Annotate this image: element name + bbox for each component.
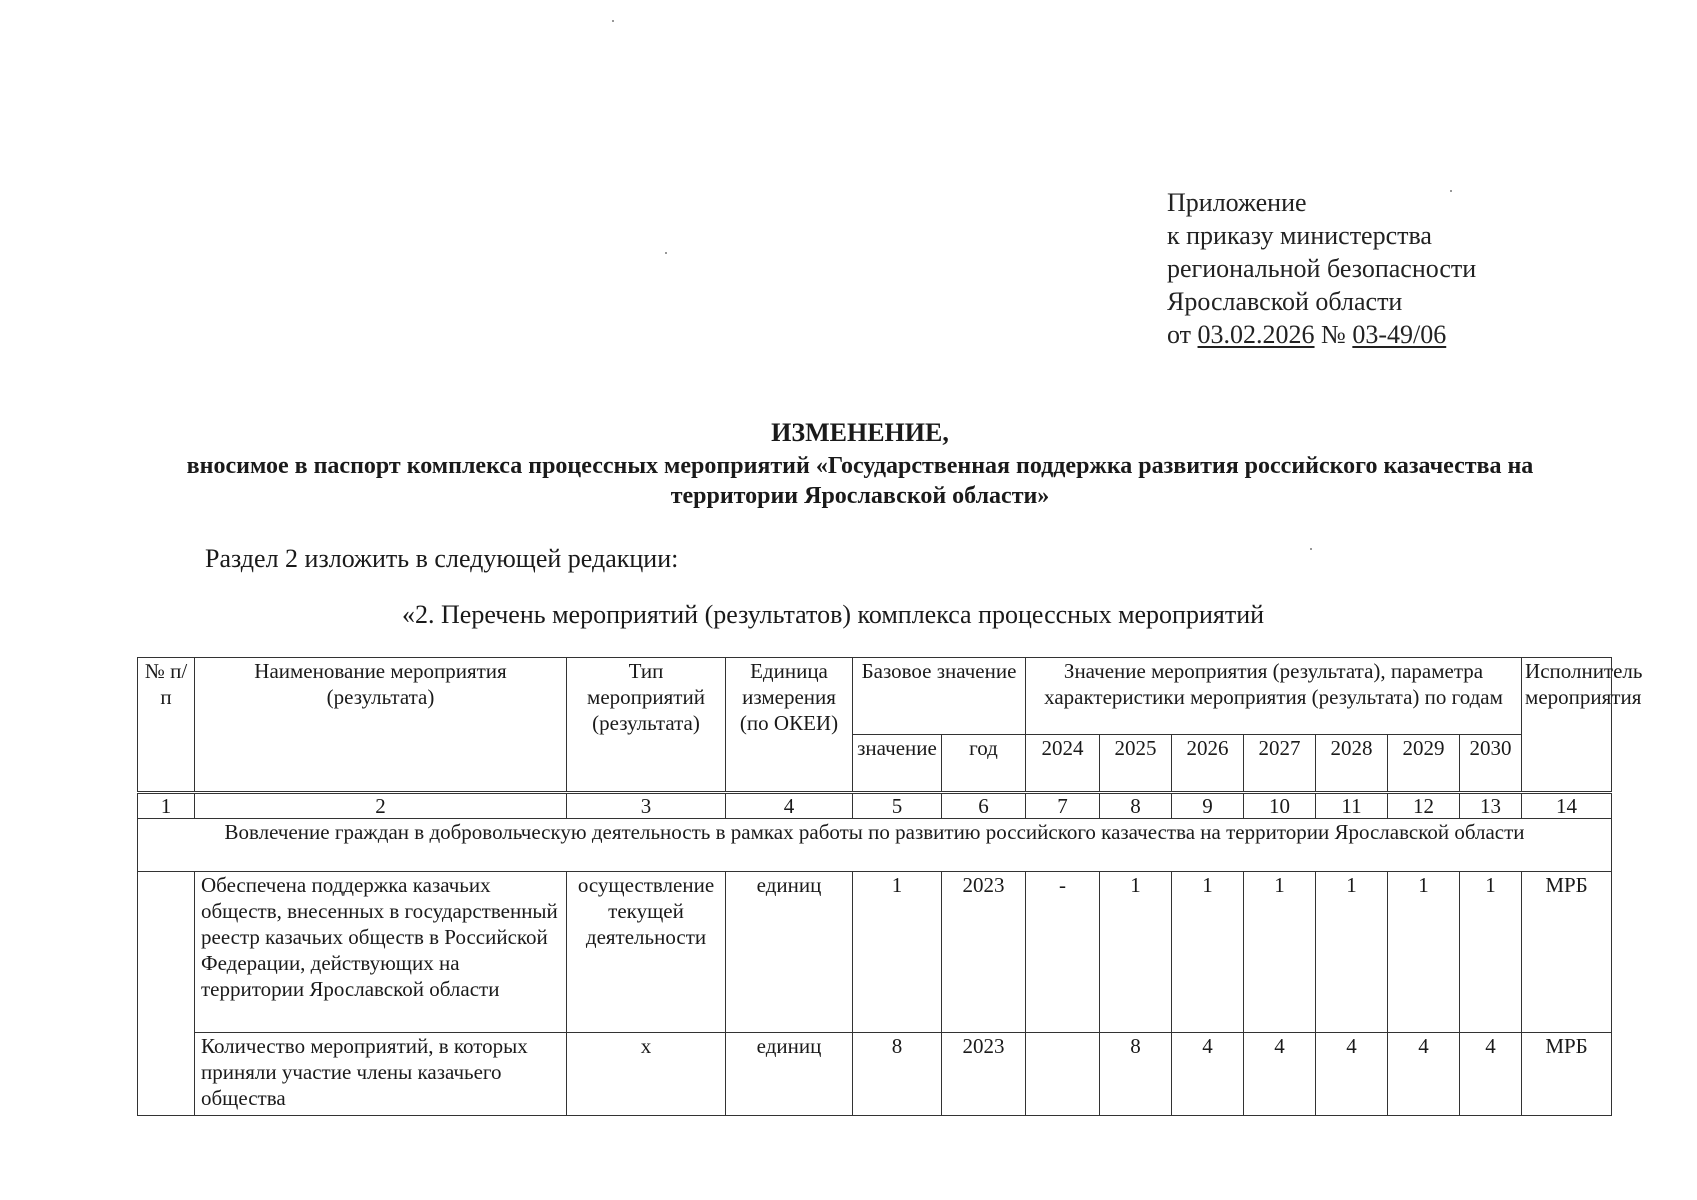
appendix-block: [1167, 186, 1476, 351]
column-number: 10: [1244, 793, 1316, 819]
scan-speck: [612, 20, 614, 22]
instruction-paragraph: Раздел 2 изложить в следующей редакции:: [205, 544, 679, 573]
appendix-line: региональной безопасности: [1167, 254, 1477, 283]
scan-speck: [665, 252, 667, 254]
appendix-line: к приказу министерства: [1167, 221, 1432, 250]
row-value-2029: 4: [1388, 1033, 1460, 1116]
column-number: 13: [1460, 793, 1522, 819]
header-base: Базовое значение: [853, 658, 1026, 735]
header-year: 2025: [1100, 735, 1172, 793]
column-number: 4: [726, 793, 853, 819]
row-base-year: 2023: [942, 1033, 1026, 1116]
section-row: [138, 819, 1612, 872]
column-number: 11: [1316, 793, 1388, 819]
row-value-2027: 1: [1244, 872, 1316, 1033]
row-value-2024: [1026, 1033, 1100, 1116]
header-base-year: год: [942, 735, 1026, 793]
row-value-2028: 4: [1316, 1033, 1388, 1116]
header-unit: Единица измерения (по ОКЕИ): [726, 658, 853, 793]
header-year: 2028: [1316, 735, 1388, 793]
appendix-line: Приложение: [1167, 188, 1307, 217]
column-number: 14: [1522, 793, 1612, 819]
activities-table: [137, 657, 1643, 1116]
column-number: 1: [138, 793, 195, 819]
order-number: 03-49/06: [1352, 320, 1447, 349]
order-date: 03.02.2026: [1197, 320, 1315, 349]
row-unit: единиц: [726, 1033, 853, 1116]
order-prefix: от: [1167, 320, 1198, 349]
header-base-value: значение: [853, 735, 942, 793]
row-value-2025: 8: [1100, 1033, 1172, 1116]
scan-speck: [1310, 548, 1312, 550]
order-number-sign: №: [1314, 320, 1353, 349]
row-value-2027: 4: [1244, 1033, 1316, 1116]
appendix-order-line: [1167, 318, 1476, 351]
column-number: 9: [1172, 793, 1244, 819]
row-name: Количество мероприятий, в которых приняли участие члены казачьего общества: [195, 1033, 567, 1116]
header-values: Значение мероприятия (результата), параметра характеристики мероприятия (результата) по годам: [1026, 658, 1522, 735]
column-number: 2: [195, 793, 567, 819]
row-name: Обеспечена поддержка казачьих обществ, внесенных в государственный реестр казачьих обществ в Российской Федерации, действующих на территории Ярославской области: [195, 872, 567, 1033]
row-executor: МРБ: [1522, 1033, 1612, 1116]
row-type: х: [567, 1033, 726, 1116]
header-type: Тип мероприятий (результата): [567, 658, 726, 793]
row-base-value: 8: [853, 1033, 942, 1116]
header-year: 2029: [1388, 735, 1460, 793]
document-title: ИЗМЕНЕНИЕ,: [771, 418, 949, 447]
row-value-2030: 1: [1460, 872, 1522, 1033]
row-base-value: 1: [853, 872, 942, 1033]
column-number: 6: [942, 793, 1026, 819]
column-number: 12: [1388, 793, 1460, 819]
header-executor: Исполнитель мероприятия: [1522, 658, 1612, 793]
document-subtitle: вносимое в паспорт комплекса процессных мероприятий «Государственная поддержка развития российского казачества на территории Ярославской области»: [186, 453, 1534, 509]
table-caption: «2. Перечень мероприятий (результатов) комплекса процессных мероприятий: [402, 600, 1265, 629]
header-year: 2026: [1172, 735, 1244, 793]
header-name: Наименование мероприятия (результата): [195, 658, 567, 793]
row-executor: МРБ: [1522, 872, 1612, 1033]
row-value-2030: 4: [1460, 1033, 1522, 1116]
column-number: 5: [853, 793, 942, 819]
header-year: 2027: [1244, 735, 1316, 793]
row-value-2024: -: [1026, 872, 1100, 1033]
row-num: [138, 872, 195, 1116]
row-value-2026: 4: [1172, 1033, 1244, 1116]
column-number-row: [138, 793, 1612, 819]
header-num: № п/п: [138, 658, 195, 793]
table-row: [138, 1033, 1612, 1116]
column-number: 8: [1100, 793, 1172, 819]
header-row: [138, 658, 1612, 735]
row-unit: единиц: [726, 872, 853, 1033]
header-year: 2030: [1460, 735, 1522, 793]
row-type: осуществление текущей деятельности: [567, 872, 726, 1033]
row-value-2026: 1: [1172, 872, 1244, 1033]
row-value-2029: 1: [1388, 872, 1460, 1033]
header-year: 2024: [1026, 735, 1100, 793]
appendix-line: Ярославской области: [1167, 287, 1403, 316]
row-base-year: 2023: [942, 872, 1026, 1033]
section-title: Вовлечение граждан в добровольческую деятельность в рамках работы по развитию российского казачества на территории Ярославской области: [138, 819, 1612, 872]
column-number: 3: [567, 793, 726, 819]
row-value-2028: 1: [1316, 872, 1388, 1033]
row-value-2025: 1: [1100, 872, 1172, 1033]
column-number: 7: [1026, 793, 1100, 819]
table-row: [138, 872, 1612, 1033]
